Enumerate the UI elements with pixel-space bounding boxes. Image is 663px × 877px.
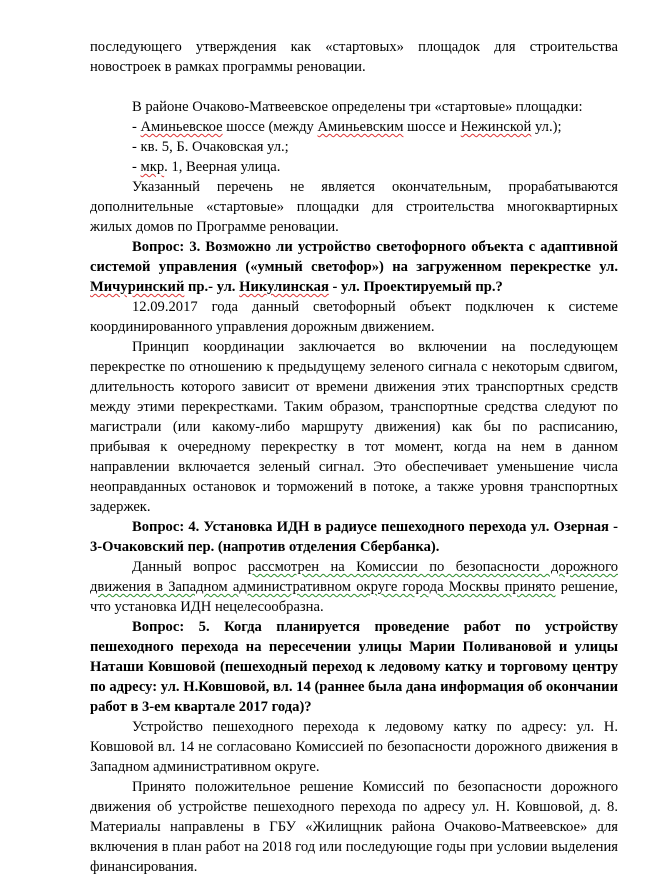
answer-4: Данный вопрос рассмотрен на Комиссии по безопасности дорожного движения в Западном административном округе города Москвы принято решение, что установка ИДН нецелесообразна. (90, 559, 619, 615)
paragraph-note: Указанный перечень не является окончательным, прорабатываются дополнительные «стартовые» площадки для строительства многоквартирных жилых домов по Программе реновации. (90, 179, 618, 235)
blank-line (90, 77, 618, 97)
paragraph-intro: последующего утверждения как «стартовых» площадок для строительства новостроек в рамках программы реновации. (90, 39, 618, 75)
question-3: Вопрос: 3. Возможно ли устройство светофорного объекта с адаптивной системой управления («умный светофор») на загруженном перекрестке ул. Мичуринский пр.- ул. Никулинская - ул. Проектируемый пр.? (90, 239, 618, 295)
question-4: Вопрос: 4. Установка ИДН в радиусе пешеходного перехода ул. Озерная - 3-Очаковский пер. (напротив отделения Сбербанка). (90, 519, 618, 555)
question-5: Вопрос: 5. Когда планируется проведение работ по устройству пешеходного перехода на пересечении улицы Марии Поливановой и улицы Наташи Ковшовой (пешеходный переход к ледовому катку и торговому центру по адресу: ул. Н.Ковшовой, вл. 14 (раннее была дана информация об окончании работ в 3-ем квартале 2017 года)? (90, 619, 618, 715)
answer-3-principle: Принцип координации заключается во включении на последующем перекрестке по отношению к предыдущему зеленого сигнала с некоторым сдвигом, длительность которого зависит от времени движения этих транспортных средств между этими перекрестками. Таким образом, транспортные средства следуют по магистрали (или какому-либо маршруту движения) как бы по расписанию, прибывая к очередному перекрестку в тот момент, когда на нем в данном направлении включается зеленый сигнал. Это обеспечивает уменьшение числа неоправданных остановок и торможений в потоке, а также уровня транспортных задержек. (90, 339, 618, 515)
answer-5-decision: Принято положительное решение Комиссий по безопасности дорожного движения об устройстве пешеходного перехода по адресу ул. Н. Ковшовой, д. 8. Материалы направлены в ГБУ «Жилищник района Очаково-Матвеевское» для включения в план работ на 2018 год или последующие годы при условии выделения финансирования. (90, 779, 618, 875)
list-item-3: - мкр. 1, Веерная улица. (132, 159, 281, 175)
answer-5-not-approved: Устройство пешеходного перехода к ледовому катку по адресу: ул. Н. Ковшовой вл. 14 не согласовано Комиссией по безопасности дорожного движения в Западном административном округе. (90, 719, 618, 775)
paragraph-district: В районе Очаково-Матвеевское определены три «стартовые» площадки: (132, 99, 583, 115)
answer-3-connection: 12.09.2017 года данный светофорный объект подключен к системе координированного управления дорожным движением. (90, 299, 618, 335)
list-item-2: - кв. 5, Б. Очаковская ул.; (132, 139, 289, 155)
list-item-1: - Аминьевское шоссе (между Аминьевским шоссе и Нежинской ул.); (132, 119, 562, 135)
